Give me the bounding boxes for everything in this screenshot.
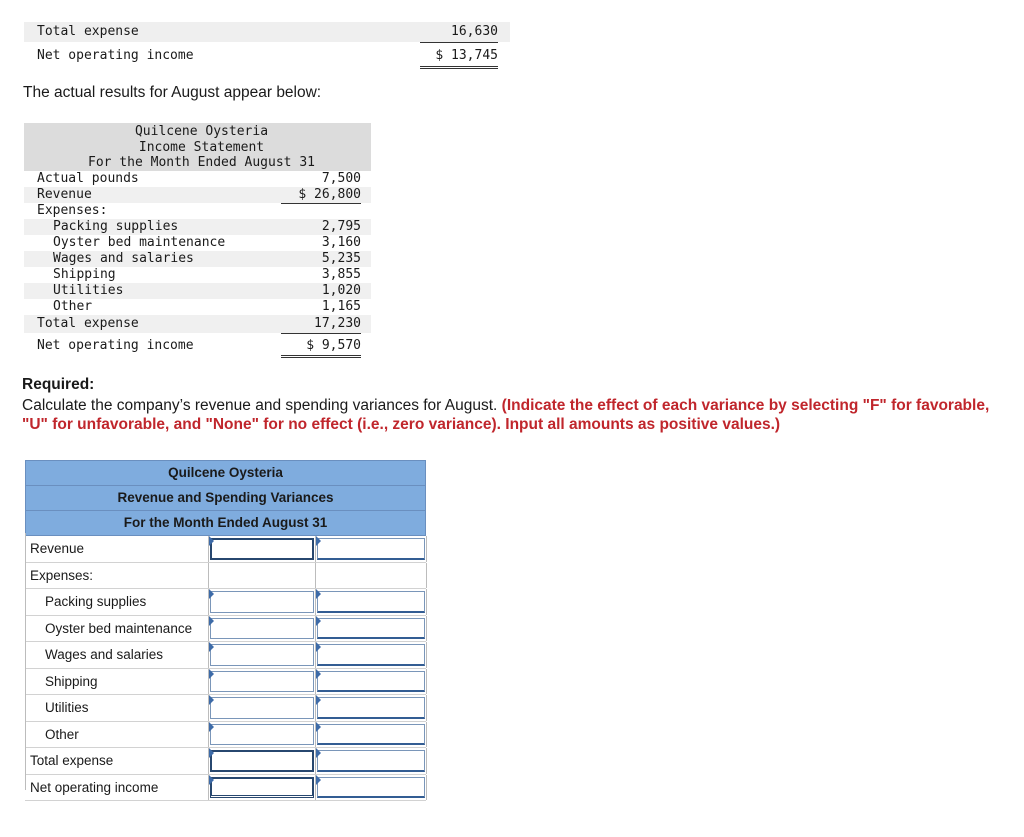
dropdown-marker-icon	[316, 748, 321, 758]
required-text	[22, 396, 1002, 434]
answer-row-other	[25, 722, 426, 749]
amount-input[interactable]	[210, 777, 314, 799]
statement-period: For the Month Ended August 31	[88, 155, 315, 170]
net-operating-income-value: $ 13,745	[420, 46, 498, 69]
row-label: Utilities	[45, 700, 89, 715]
effect-select[interactable]	[317, 538, 425, 560]
answer-row-total-expense	[25, 748, 426, 775]
row-label: Revenue	[30, 541, 85, 556]
revenue-row	[24, 187, 371, 203]
actual-pounds-label: Actual pounds	[37, 170, 139, 186]
effect-select[interactable]	[317, 750, 425, 772]
dropdown-marker-icon	[209, 642, 214, 652]
answer-row-packing-supplies	[25, 589, 426, 616]
net-operating-income-label: Net operating income	[37, 48, 194, 63]
dropdown-marker-icon	[209, 775, 214, 785]
expense-row	[24, 251, 371, 267]
effect-select[interactable]	[317, 618, 425, 640]
dropdown-marker-icon	[209, 669, 214, 679]
amount-input[interactable]	[210, 671, 314, 693]
effect-select[interactable]	[317, 644, 425, 666]
dropdown-marker-icon	[316, 669, 321, 679]
net-operating-income-row	[24, 46, 510, 66]
expense-row	[24, 235, 371, 251]
effect-select[interactable]	[317, 724, 425, 746]
row-label: Oyster bed maintenance	[45, 620, 193, 636]
answer-company-name: Quilcene Oysteria	[25, 460, 426, 486]
effect-select[interactable]	[317, 591, 425, 613]
total-expense-row	[24, 315, 371, 333]
row-label: Shipping	[45, 673, 98, 689]
expense-value: 3,855	[321, 266, 361, 282]
total-expense-row	[24, 22, 510, 42]
answer-row-utilities	[25, 695, 426, 722]
actual-pounds-value: 7,500	[321, 170, 361, 186]
expense-value: 5,235	[321, 250, 361, 266]
amount-input[interactable]	[210, 724, 314, 746]
net-operating-income-row	[24, 337, 371, 355]
amount-input[interactable]	[210, 750, 314, 772]
actual-pounds-row	[24, 171, 371, 187]
answer-row-expenses-heading	[25, 563, 426, 590]
variance-answer-table	[25, 460, 426, 801]
revenue-value: $ 26,800	[281, 187, 361, 204]
expense-label: Packing supplies	[53, 218, 179, 234]
dropdown-marker-icon	[209, 589, 214, 599]
actual-income-statement	[24, 123, 371, 355]
net-operating-income-label: Net operating income	[37, 337, 194, 353]
row-label: Net operating income	[30, 779, 159, 795]
dropdown-marker-icon	[209, 616, 214, 626]
row-label: Total expense	[30, 753, 114, 768]
amount-input[interactable]	[210, 697, 314, 719]
dropdown-marker-icon	[316, 775, 321, 785]
effect-select[interactable]	[317, 777, 425, 799]
effect-select[interactable]	[317, 697, 425, 719]
row-label: Wages and salaries	[45, 647, 164, 662]
income-statement-header	[24, 123, 371, 171]
expense-label: Shipping	[53, 266, 116, 282]
required-question: Calculate the company’s revenue and spending variances for August.	[22, 397, 498, 414]
expense-label: Other	[53, 298, 93, 314]
answer-table-title: Revenue and Spending Variances	[25, 486, 426, 511]
dropdown-marker-icon	[316, 642, 321, 652]
expense-label: Oyster bed maintenance	[53, 234, 226, 250]
required-instruction: (Indicate the effect of each variance by selecting "F" for favorable, "U" for unfavorable, and "None" for no effect (i.e., zero variance). Input all amounts as positive values.)	[22, 397, 990, 433]
dropdown-marker-icon	[209, 722, 214, 732]
expenses-heading-row	[24, 203, 371, 219]
answer-row-wages-and-salaries	[25, 642, 426, 669]
total-expense-value: 16,630	[420, 22, 498, 43]
expense-row	[24, 299, 371, 315]
prior-statement-tail	[24, 22, 510, 66]
answer-row-shipping	[25, 669, 426, 696]
answer-table-left-border	[25, 533, 26, 790]
total-expense-label: Total expense	[37, 315, 139, 331]
statement-title: Income Statement	[138, 139, 265, 155]
answer-row-oyster-bed-maintenance	[25, 616, 426, 643]
row-label: Packing supplies	[45, 594, 147, 609]
expense-label: Utilities	[53, 282, 124, 298]
expense-value: 1,020	[321, 282, 361, 298]
expense-row	[24, 283, 371, 299]
dropdown-marker-icon	[316, 616, 321, 626]
row-label: Other	[45, 726, 79, 742]
amount-input[interactable]	[210, 591, 314, 613]
expense-value: 2,795	[321, 218, 361, 234]
expense-row	[24, 219, 371, 235]
company-name: Quilcene Oysteria	[134, 124, 269, 139]
dropdown-marker-icon	[209, 695, 214, 705]
amount-input[interactable]	[210, 644, 314, 666]
total-expense-label: Total expense	[37, 24, 139, 39]
row-label: Expenses:	[30, 567, 94, 583]
amount-input[interactable]	[210, 618, 314, 640]
expense-row	[24, 267, 371, 283]
intro-text: The actual results for August appear below:	[23, 84, 322, 101]
answer-table-period: For the Month Ended August 31	[25, 511, 426, 536]
answer-row-revenue	[25, 536, 426, 563]
expense-value: 1,165	[281, 299, 361, 316]
dropdown-marker-icon	[316, 589, 321, 599]
expense-value: 3,160	[321, 234, 361, 250]
revenue-label: Revenue	[37, 186, 92, 202]
expense-label: Wages and salaries	[53, 250, 194, 266]
dropdown-marker-icon	[316, 722, 321, 732]
required-heading: Required:	[22, 376, 95, 393]
dropdown-marker-icon	[316, 695, 321, 705]
expenses-label: Expenses:	[37, 202, 108, 218]
amount-input[interactable]	[210, 538, 314, 560]
dropdown-marker-icon	[209, 748, 214, 758]
total-expense-value: 17,230	[281, 315, 361, 334]
net-operating-income-value: $ 9,570	[281, 337, 361, 358]
dropdown-marker-icon	[316, 536, 321, 546]
dropdown-marker-icon	[209, 536, 214, 546]
answer-row-net-operating-income	[25, 775, 426, 802]
effect-select[interactable]	[317, 671, 425, 693]
